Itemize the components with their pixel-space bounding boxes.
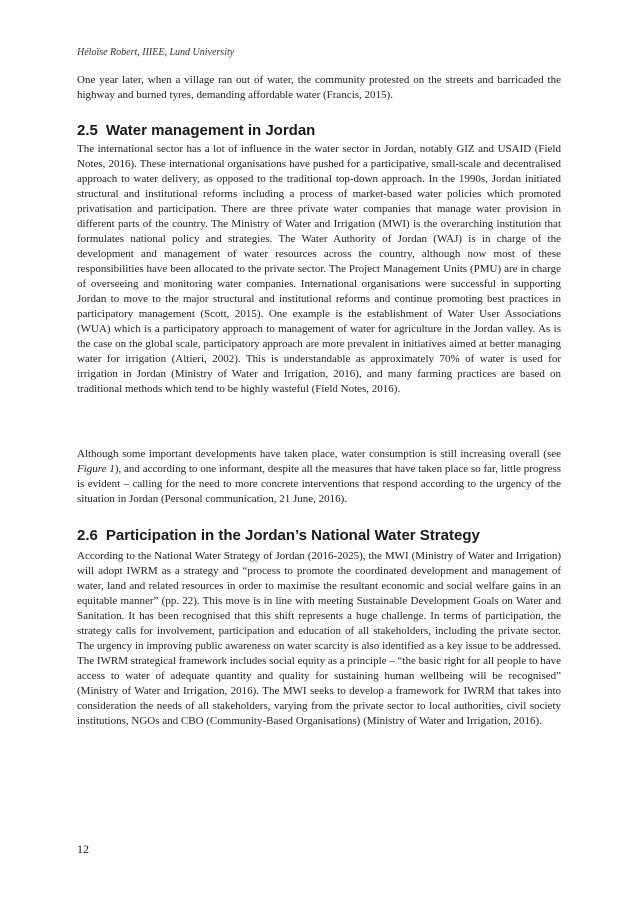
paragraph-protest: One year later, when a village ran out of water, the community protested on the streets and barricaded the highway and burned tyres, demanding affordable water (Francis, 2015).	[77, 74, 561, 101]
section-heading-2-6	[77, 527, 480, 544]
paragraph-text: ), and according to one informant, despite all the measures that have taken place so far, little progress is evident – calling for the need to more concrete interventions that respond according to the urgency of the situation in Jordan (Personal communication, 21 June, 2016).	[77, 463, 562, 505]
section-number: 2.6	[77, 527, 98, 544]
paragraph-text: Although some important developments have taken place, water consumption is still increasing overall (see	[77, 448, 561, 460]
paragraph-national-strategy: According to the National Water Strategy of Jordan (2016-2025), the MWI (Ministry of Water and Irrigation) will adopt IWRM as a strategy and “process to promote the coordinated development and management of water, land and related resources in order to maximise the resultant economic and social welfare gains in an equitable manner” (pp. 22). This move is in line with meeting Sustainable Development Goals on Water and Sanitation. It has been recognised that this shift represents a huge challenge. In terms of participation, the strategy calls for involvement, participation and education of all stakeholders, including the private sector. The urgency in improving public awareness on water scarcity is also identified as a key issue to be addressed. The IWRM strategical framework includes social equity as a principle – “the basic right for all people to have access to water of adequate quantity and quality for sustaining human wellbeing will be recognised” (Ministry of Water and Irrigation, 2016). The MWI seeks to develop a framework for IWRM that takes into consideration the needs of all stakeholders, varying from the private sector to local authorities, civil society institutions, NGOs and CBO (Community-Based Organisations) (Ministry of Water and Irrigation, 2016).	[77, 550, 561, 727]
page-number: 12	[77, 842, 89, 856]
section-heading-2-5	[77, 122, 315, 139]
running-head: Héloïse Robert, IIIEE, Lund University	[77, 47, 235, 58]
figure-reference-link[interactable]: Figure 1	[77, 463, 115, 475]
paragraph-consumption	[77, 447, 561, 507]
section-title: Participation in the Jordan’s National Water Strategy	[105, 527, 480, 544]
paragraph-water-sector: The international sector has a lot of influence in the water sector in Jordan, notably GIZ and USAID (Field Notes, 2016). These international organisations have pushed for a participative, small-scale and decentralised approach to water delivery, as opposed to the traditional top-down approach. In the 1990s, Jordan initiated structural and institutional reforms including a process of market-based water policies which promoted privatisation and participation. There are three private water companies that manage water provision in different parts of the country. The Ministry of Water and Irrigation (MWI) is the overarching institution that formulates national policy and strategies. The Water Authority of Jordan (WAJ) is in charge of the development and management of water resources across the country, although now most of these responsibilities have been allocated to the private sector. The Project Management Units (PMU) are in charge of overseeing and monitoring water companies. International organisations were successful in supporting Jordan to move to the major structural and institutional reforms and continue promoting best practices in participatory management (Scott, 2015). One example is the establishment of Water User Associations (WUA) which is a participatory approach to management of water for agriculture in the Jordan valley. As is the case on the global scale, participatory approach are more prevalent in initiatives aimed at better managing water for irrigation (Altieri, 2002). This is understandable as approximately 70% of water is used for irrigation in Jordan (Ministry of Water and Irrigation, 2016), and many farming practices are based on traditional methods which tend to be highly wasteful (Field Notes, 2016).	[77, 143, 561, 395]
section-number: 2.5	[77, 122, 98, 139]
section-title: Water management in Jordan	[105, 122, 316, 139]
